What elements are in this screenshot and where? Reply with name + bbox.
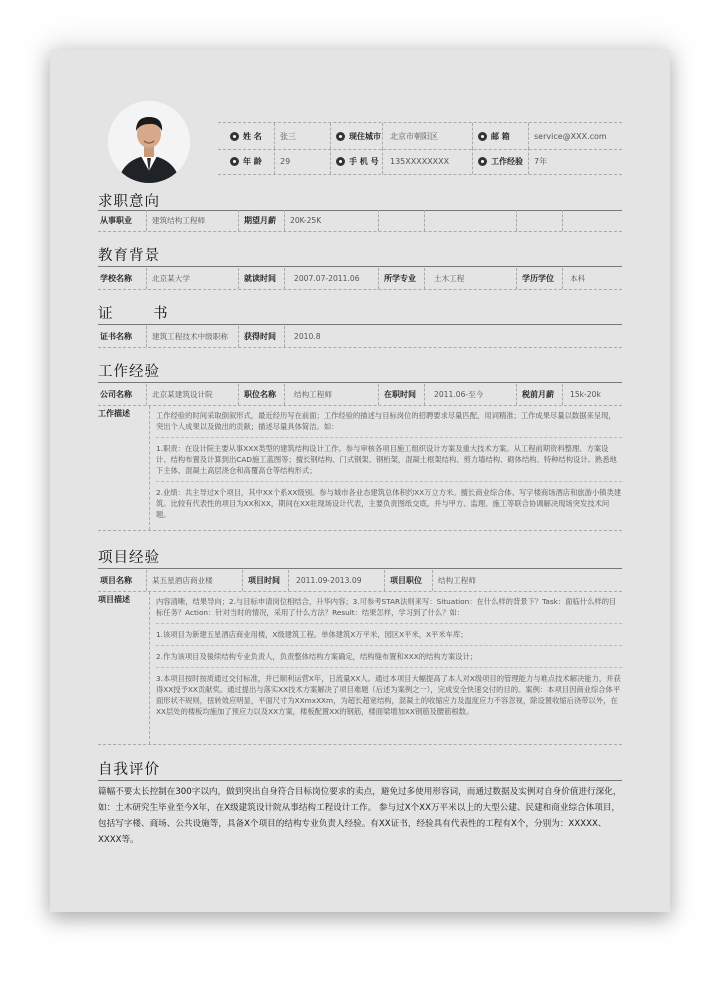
user-icon — [230, 132, 239, 141]
project-description — [98, 592, 622, 745]
city-label: 现住城市 — [336, 123, 381, 149]
city-value: 北京市朝阳区 — [390, 131, 438, 141]
divider — [284, 210, 285, 231]
company-label: 公司名称 — [100, 390, 132, 399]
section-title-work: 工作经验 — [98, 364, 160, 380]
briefcase-icon — [478, 157, 487, 166]
divider — [378, 268, 379, 289]
divider — [562, 210, 563, 231]
photo-avatar — [108, 101, 190, 183]
divider — [472, 123, 473, 149]
divider — [562, 268, 563, 289]
role-value: 结构工程师 — [294, 390, 332, 399]
exp-label: 工作经验 — [478, 148, 523, 174]
section-title-project: 项目经验 — [98, 550, 160, 566]
cert-row — [98, 326, 622, 348]
section-line — [98, 324, 622, 325]
work-row — [98, 384, 622, 406]
salary-label: 期望月薪 — [244, 216, 276, 225]
divider — [528, 123, 529, 149]
period-label: 就读时间 — [244, 274, 276, 283]
divider — [146, 326, 147, 347]
project-name-value: 某五星酒店商业楼 — [152, 576, 213, 585]
education-row — [98, 268, 622, 290]
work-period-label: 在职时间 — [384, 390, 416, 399]
divider — [382, 123, 383, 149]
divider — [238, 326, 239, 347]
divider — [288, 570, 289, 591]
divider — [238, 268, 239, 289]
section-line — [98, 568, 622, 569]
divider — [424, 268, 425, 289]
divider — [156, 437, 622, 438]
section-title-self: 自我评价 — [98, 762, 160, 778]
project-desc-label: 项目描述 — [98, 595, 130, 604]
divider — [528, 148, 529, 174]
work-salary-value: 15k-20k — [570, 390, 601, 399]
calendar-icon — [230, 157, 239, 166]
cert-name-value: 建筑工程技术中级职称 — [152, 332, 228, 341]
school-label: 学校名称 — [100, 274, 132, 283]
project-row — [98, 570, 622, 592]
divider — [146, 570, 147, 591]
divider — [146, 210, 147, 231]
work-desc-paragraph: 工作经验的时间采取倒叙形式，最近经历写在前面；工作经验的描述与目标岗位的招聘要求尽量匹配，用词精准；工作成果尽量以数据来呈现，突出个人成果以及做出的贡献；描述尽量具体简洁。如： — [156, 411, 616, 431]
role-label: 职位名称 — [244, 390, 276, 399]
info-row-1 — [218, 122, 622, 150]
major-value: 土木工程 — [434, 274, 465, 283]
divider — [378, 384, 379, 405]
position-value: 建筑结构工程师 — [152, 216, 206, 225]
name-value: 张三 — [280, 131, 296, 141]
section-line — [98, 382, 622, 383]
position-label: 从事职业 — [100, 216, 132, 225]
divider — [384, 570, 385, 591]
section-title-education: 教育背景 — [98, 248, 160, 264]
divider — [516, 268, 517, 289]
exp-value: 7年 — [534, 156, 548, 166]
project-desc-paragraph: 3.本项目按时按质通过交付标准，并已顺利运营X年，日流量XX人。通过本项目大幅提高了本人对X级项目的管理能力与难点技术解决能力，并获得XX授予XX贡献奖。通过提出与落实XX技术方案解决了项目难题（后述为案例之一），完成安全快速交付的目的。案例：本项目因商业综合体平面形状不规则，扭转效应明显，平面尺寸为XXmxXXm，为超长超宽结构，混凝土的收缩应力及温度应力不容忽视，除设置收缩后浇带以外，在XX层处的楼板均施加了预应力以及XX方案，楼板配置XX的钢筋，楼面梁增加XX钢筋及腰筋根数。 — [156, 674, 621, 716]
divider — [146, 268, 147, 289]
divider — [516, 384, 517, 405]
divider — [156, 667, 622, 668]
degree-value: 本科 — [570, 274, 586, 283]
school-value: 北京某大学 — [152, 274, 190, 283]
degree-label: 学历学位 — [522, 274, 554, 283]
divider — [242, 570, 243, 591]
divider — [378, 210, 379, 231]
divider — [382, 148, 383, 174]
divider — [284, 384, 285, 405]
work-desc-body — [149, 406, 622, 530]
work-description — [98, 406, 622, 531]
intent-row — [98, 210, 622, 232]
section-line — [98, 266, 622, 267]
phone-icon — [336, 157, 345, 166]
divider — [274, 148, 275, 174]
resume-page — [50, 50, 670, 912]
work-desc-paragraph: 2.业绩：共主导过X个项目，其中XX个系XX级别。参与城市各业态建筑总体积约XX万立方米。擅长商业综合体、写字楼商场酒店和旅游小镇类建筑。比较有代表性的项目为XX和XX，期间在XX驻现场设计代表，主要负责图纸交底，并与甲方、监理、施工等联合协调解决现场突发技术问题。 — [156, 488, 622, 519]
project-desc-paragraph: 内容清晰，结果导向；2.与目标申请岗位相结合，升华内容；3.可参考STAR法则来写：Situation：在什么样的背景下？Task：面临什么样的目标任务？Action：针对当时的情况，采用了什么方法？Result：结果怎样，学习到了什么？如： — [156, 597, 617, 617]
project-desc-paragraph: 2.作为该项目及後续结构专业负责人，负责整体结构方案确定，结构缝布置和XXX的结构方案设计； — [156, 652, 478, 661]
name-label: 姓 名 — [230, 123, 262, 149]
age-label: 年 龄 — [230, 148, 262, 174]
divider — [238, 210, 239, 231]
age-value: 29 — [280, 156, 291, 166]
cert-name-label: 证书名称 — [100, 332, 132, 341]
work-period-value: 2011.06-至今 — [434, 390, 484, 399]
divider — [562, 384, 563, 405]
divider — [238, 384, 239, 405]
major-label: 所学专业 — [384, 274, 416, 283]
project-period-label: 项目时间 — [248, 576, 280, 585]
phone-label: 手 机 号 — [336, 148, 379, 174]
project-desc-body — [149, 592, 622, 744]
divider — [146, 384, 147, 405]
mail-icon — [478, 132, 487, 141]
period-value: 2007.07-2011.06 — [294, 274, 360, 283]
divider — [472, 148, 473, 174]
work-desc-label: 工作描述 — [98, 409, 130, 418]
divider — [432, 570, 433, 591]
email-value: service@XXX.com — [534, 131, 607, 141]
cert-date-label: 获得时间 — [244, 332, 276, 341]
divider — [156, 481, 622, 482]
section-title-intent: 求职意向 — [98, 194, 160, 210]
project-name-label: 项目名称 — [100, 576, 132, 585]
divider — [156, 645, 622, 646]
email-label: 邮 箱 — [478, 123, 510, 149]
divider — [516, 210, 517, 231]
work-salary-label: 税前月薪 — [522, 390, 554, 399]
divider — [424, 384, 425, 405]
self-evaluation-text: 篇幅不要太长控制在300字以内，做到突出自身符合目标岗位要求的卖点，避免过多使用形容词，而通过数据及实例对自身价值进行深化，如：土木研究生毕业至今X年，在X级建筑设计院从事结构工程设计工作。 参与过X个XX万平米以上的大型公建、民建和商业综合体项目，包括写字楼、商场、公共设施等，具备X个项目的结构专业负责人经验。有XX证书，经验具有代表性的工程有X个，分别为：XXXXX、XXXX等。 — [98, 787, 622, 845]
section-title-cert: 证 书 — [98, 306, 186, 322]
divider — [330, 123, 331, 149]
project-desc-paragraph: 1.该项目为新建五星酒店商业用楼，X级建筑工程。单体建筑X万平米，园区X平米，X平米车库； — [156, 630, 468, 639]
divider — [156, 623, 622, 624]
project-role-label: 项目职位 — [390, 576, 422, 585]
divider — [424, 210, 425, 231]
work-desc-paragraph: 1.职责：在设计院主要从事XXX类型的建筑结构设计工作。参与审核各项目施工组织设计方案及重大技术方案。从工程前期资料整理、方案设计、结构布置及计算到出CAD施工蓝图等；擅长钢结构、门式钢架、钢桁架，混凝土框架结构、剪力墙结构、砌体结构、特种结构设计。熟悉地下主体、混凝土高层浇仓和高覆高仓等结构形式； — [156, 444, 617, 475]
divider — [284, 326, 285, 347]
phone-value: 135XXXXXXXX — [390, 156, 450, 166]
project-period-value: 2011.09-2013.09 — [296, 576, 362, 585]
divider — [330, 148, 331, 174]
cert-date-value: 2010.8 — [294, 332, 321, 341]
location-icon — [336, 132, 345, 141]
project-role-value: 结构工程师 — [438, 576, 476, 585]
divider — [284, 268, 285, 289]
divider — [274, 123, 275, 149]
section-line — [98, 780, 622, 781]
company-value: 北京某建筑设计院 — [152, 390, 213, 399]
info-row-2 — [218, 148, 622, 175]
salary-value: 20K-25K — [290, 216, 322, 225]
